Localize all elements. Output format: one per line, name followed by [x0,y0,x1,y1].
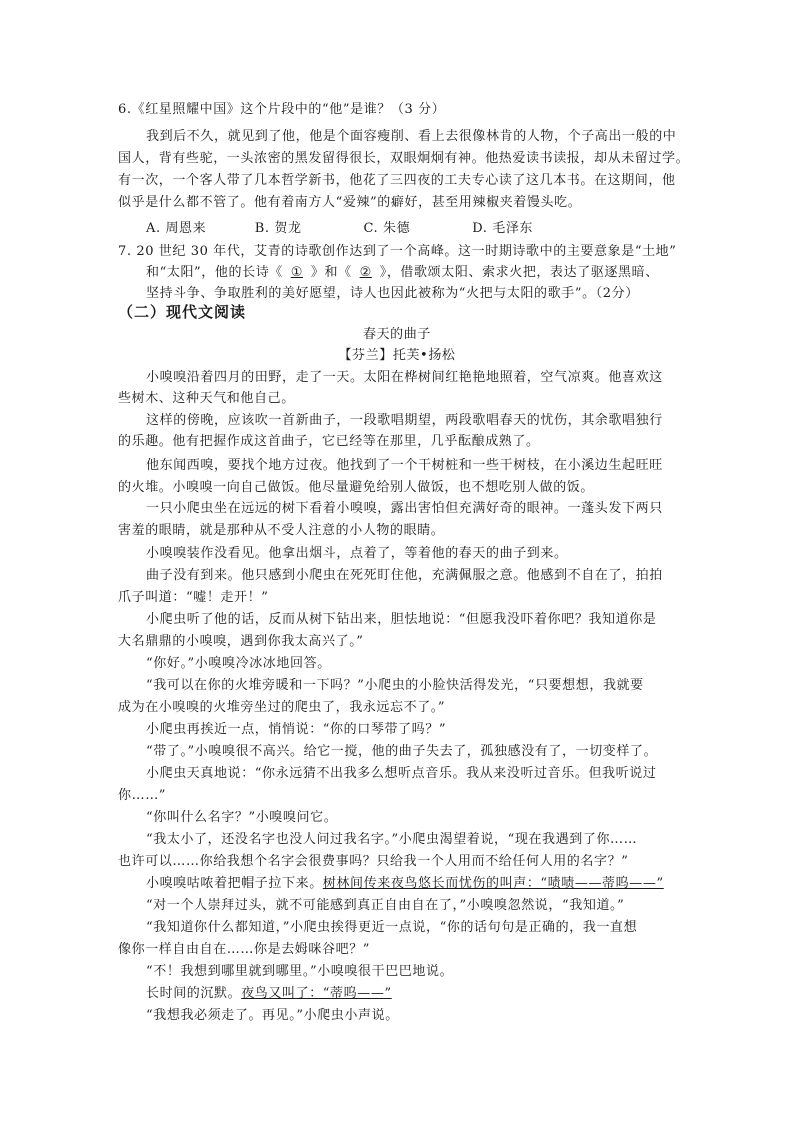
story-line-29-a: 长时间的沉默。 [146,986,242,1001]
story-line-29 [146,985,392,1002]
q6-stem: 6.《红星照耀中国》这个片段中的“他”是谁？（3 分） [118,102,446,117]
q7-line-2-b: 》和《 [310,265,352,280]
q6-option-d: D. 毛泽东 [472,221,534,236]
story-line-24-a: 小嗅嗅咕哝着把帽子拉下来。 [146,876,323,891]
story-title: 春天的曲子 [362,327,431,342]
story-line-05: 他东闻西嗅，要找个地方过夜。他找到了一个干树桩和一些干树枝，在小溪边生起旺旺 [146,458,663,473]
q6-passage-line-3: 有一次，一个客人带了几本哲学新书，他花了三四夜的工夫专心读了这几本书。在这期间，他 [118,173,676,188]
q6-passage-line-2: 国人，背有些驼，一头浓密的黑发留得很长，双眼炯炯有神。他热爱读书读报，却从未留过学。 [118,151,690,166]
story-line-26: “我知道你什么都知道，”小爬虫挨得更近一点说，“你的话句句是正确的，我一直想 [146,920,638,935]
q6-options [146,220,533,237]
story-line-22: “我太小了，还没名字也没人问过我名字。”小爬虫渴望着说，“现在我遇到了你…… [146,832,638,847]
story-line-13: 大名鼎鼎的小嗅嗅，遇到你我太高兴了。” [118,634,364,649]
story-line-17: 小爬虫再挨近一点，悄悄说：“你的口琴带了吗？” [146,722,447,737]
story-line-09: 小嗅嗅装作没看见。他拿出烟斗，点着了，等着他的春天的曲子到来。 [146,546,568,561]
q7-line-2-a: 和“太阳”，他的长诗《 [146,265,283,280]
story-line-29-underlined: 夜鸟又叫了：“蒂呜——” [241,986,392,1001]
story-line-03: 这样的傍晚，应该吹一首新曲子，一段歌唱期望，两段歌唱春天的忧伤，其余歌唱独行 [146,413,663,428]
story-line-27: 像你一样自由自在……你是去姆咪谷吧？” [118,942,371,957]
story-line-14: “你好。”小嗅嗅冷冰冰地回答。 [146,656,331,671]
section-heading: （二）现代文阅读 [118,303,247,321]
q7-blank-2: ② [359,265,372,280]
q6-option-a: A. 周恩来 [146,221,207,236]
story-line-11: 爪子叫道：“嘘！走开！” [118,590,269,605]
story-line-12: 小爬虫听了他的话，反而从树下钻出来，胆怯地说：“但愿我没吓着你吧？我知道你是 [146,612,657,627]
q7-line-2-c: 》，借歌颂太阳、索求火把，表达了驱逐黑暗、 [379,265,659,280]
story-line-10: 曲子没有到来。他只感到小爬虫在死死盯住他，充满佩服之意。他感到不自在了，拍拍 [146,568,663,583]
story-author: 【芬兰】托芙•扬松 [338,348,456,363]
story-line-02: 些树木、这种天气和他自己。 [118,391,295,406]
q6-option-b: B. 贺龙 [254,221,302,236]
story-line-01: 小嗅嗅沿着四月的田野，走了一天。太阳在桦树间红艳艳地照着，空气凉爽。他喜欢这 [146,370,663,385]
story-line-25: “对一个人崇拜过头，就不可能感到真正自由自在了，”小嗅嗅忽然说，“我知道。” [146,898,625,913]
story-line-28: “不！我想到哪里就到哪里。”小嗅嗅很干巴巴地说。 [146,964,454,979]
story-line-19: 小爬虫天真地说：“你永远猜不出我多么想听点音乐。我从来没听过音乐。但我听说过 [146,766,657,781]
story-line-04: 的乐趣。他有把握作成这首曲子，它已经等在那里，几乎酝酿成熟了。 [118,434,540,449]
q7-line-2 [146,264,659,281]
q7-line-3: 坚持斗争、争取胜利的美好愿望，诗人也因此被称为“火把与太阳的歌手”。（2分） [146,286,639,301]
story-line-24 [146,875,664,892]
story-line-16: 成为在小嗅嗅的火堆旁坐过的爬虫了，我永远忘不了。” [118,700,446,715]
story-line-24-underlined: 树林间传来夜鸟悠长而忧伤的叫声：“啧啧——蒂呜——” [322,876,664,891]
story-line-23: 也许可以……你给我想个名字会很费事吗？只给我一个人用而不给任何人用的名字？” [118,854,629,869]
q6-passage-line-1: 我到后不久，就见到了他，他是个面容瘦削、看上去很像林肯的人物，个子高出一般的中 [146,129,677,144]
story-line-06: 的火堆。小嗅嗅一向自己做饭。他尽量避免给别人做饭，也不想吃别人做的饭。 [118,480,595,495]
story-line-21: “你叫什么名字？”小嗅嗅问它。 [146,810,338,825]
story-line-15: “我可以在你的火堆旁暖和一下吗？”小爬虫的小脸快活得发光，“只要想想，我就要 [146,678,644,693]
story-line-30: “我想我必须走了。再见。”小爬虫小声说。 [146,1008,399,1023]
q7-blank-1: ① [290,265,304,280]
story-line-18: “带了。”小嗅嗅很不高兴。给它一搅，他的曲子失去了，孤独感没有了，一切变样了。 [146,744,658,759]
story-line-08: 害羞的眼睛，就是那种从不受人注意的小人物的眼睛。 [118,523,445,538]
story-line-20: 你……” [118,788,167,803]
q6-option-c: C. 朱德 [363,221,411,236]
q6-passage-line-4: 似乎是什么都不管了。他有着南方人“爱辣”的癖好，甚至用辣椒夹着馒头吃。 [118,195,582,210]
q7-line-1: 7. 20 世纪 30 年代，艾青的诗歌创作达到了一个高峰。这一时期诗歌中的主要意象是“土地” [118,244,677,259]
story-line-07: 一只小爬虫坐在远远的树下看着小嗅嗅，露出害怕但充满好奇的眼神。一蓬头发下两只 [146,501,663,516]
